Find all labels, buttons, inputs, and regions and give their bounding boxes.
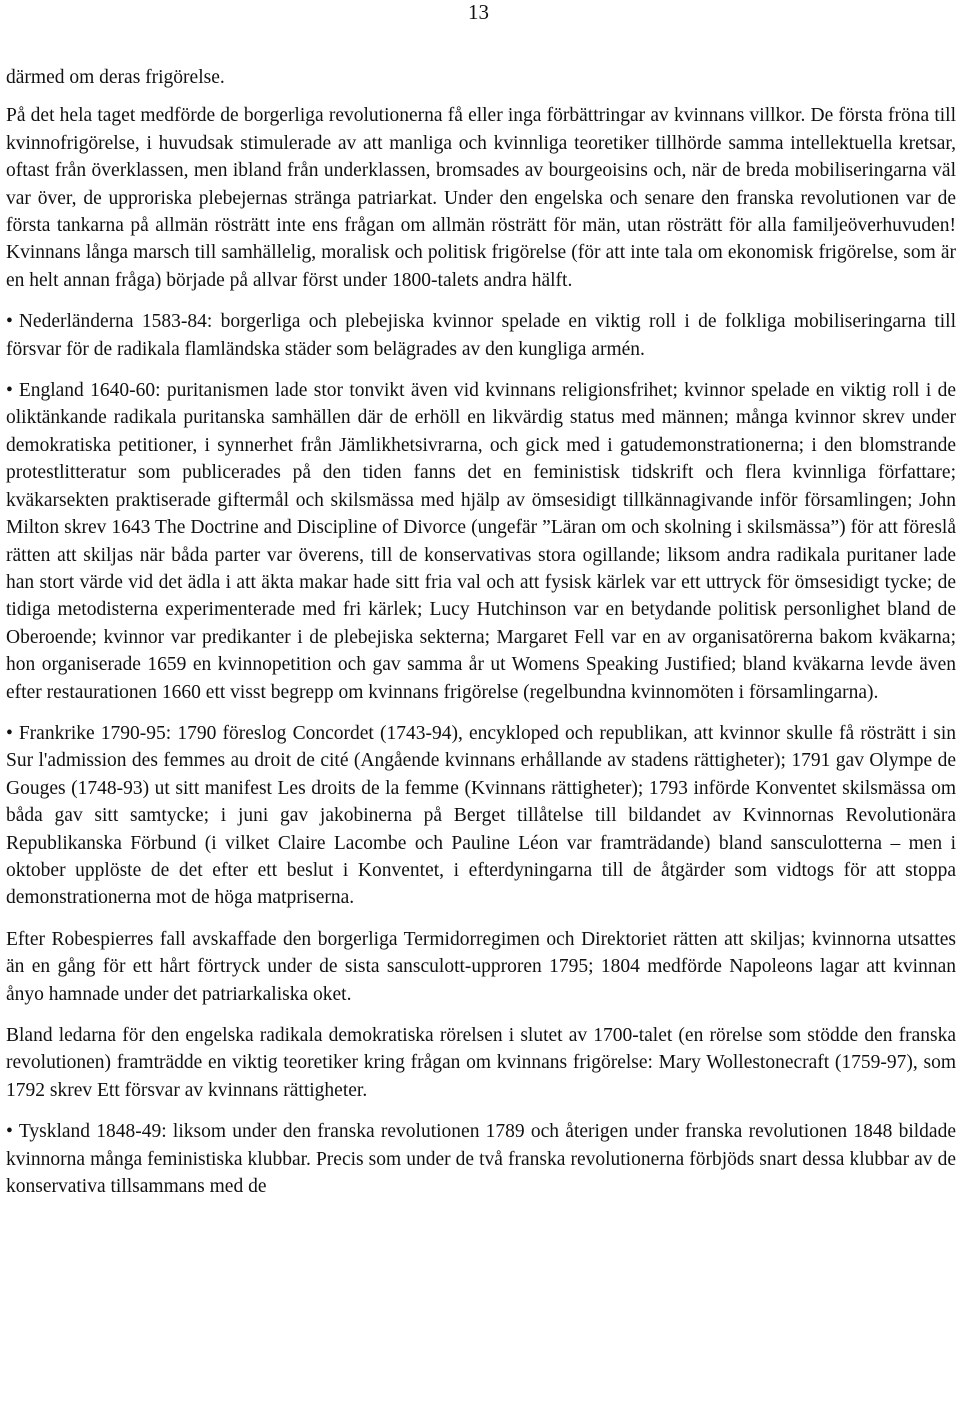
bullet-icon: •: [6, 722, 13, 744]
paragraph-text: Efter Robespierres fall avskaffade den borgerliga Termidorregimen och Direktoriet rätten att skiljas; kvinnorna utsattes än en gång för ett hårt förtryck under de sista sansculott-upproren 1795; 1804 medförde Napoleons lagar att kvinnan ånyo hamnade under det patriarkaliska oket.: [6, 928, 956, 1005]
bullet-paragraph: [6, 377, 956, 706]
paragraph-text: därmed om deras frigörelse.: [6, 67, 225, 88]
bullet-paragraph: [6, 720, 956, 912]
paragraph: [6, 1022, 956, 1104]
bullet-icon: •: [6, 380, 13, 402]
paragraph-text: Bland ledarna för den engelska radikala demokratiska rörelsen i slutet av 1700-talet (en rörelse som stödde den franska revolutionen) framträdde en viktig teoretiker kring frågan om kvinnans frigörelse: Mary Wollestonecraft (1759-97), som 1792 skrev Ett försvar av kvinnans rättigheter.: [6, 1025, 956, 1101]
bullet-paragraph: [6, 1118, 956, 1200]
paragraph-text: Nederländerna 1583-84: borgerliga och plebejiska kvinnor spelade en viktig roll i de folkliga mobiliseringarna till försvar för de radikala flamländska städer som belägrades av den kungliga armén.: [6, 311, 956, 360]
paragraph: [6, 102, 956, 294]
bullet-icon: •: [6, 1121, 13, 1143]
paragraph-text: På det hela taget medförde de borgerliga revolutionerna få eller inga förbättringar av kvinnans villkor. De första fröna till kvinnofrigörelse, i huvudsak stimulerade av att manliga och kvinnliga teoretiker tillhörde samma intellektuella kretsar, oftast från överklassen, men ibland från underklassen, bromsades av bourgeoisins och, när de breda mobiliseringarna väl var över, de upproriska plebejernas stränga patriarkat. Under den engelska och senare den franska revolutionen var de första tankarna på allmän rösträtt inte ens frågan om allmän rösträtt för män, utan rösträtt för alla familjeöverhuvuden! Kvinnans långa marsch till samhällelig, moralisk och politisk frigörelse (för att inte tala om ekonomisk frigörelse, som är en helt annan fråga) började på allvar först under 1800-talets andra hälft.: [6, 105, 956, 291]
bullet-paragraph: [6, 308, 956, 363]
paragraph-text: Frankrike 1790-95: 1790 föreslog Concordet (1743-94), encykloped och republikan, att kvinnor skulle få rösträtt i sin Sur l'admission des femmes au droit de cité (Angående kvinnans erhållande av stadens rättigheter); 1791 gav Olympe de Gouges (1748-93) ut sitt manifest Les droits de la femme (Kvinnans rättigheter); 1793 införde Konventet skilsmässa om båda gav sitt samtycke; i juni gav jakobinerna på Berget tillåtelse till bildandet av Kvinnornas Revolutionära Republikanska Förbund (i vilket Claire Lacombe och Pauline Léon var framträdande) bland sansculotterna – men i oktober upplöste de det efter ett beslut i Konventet, i efterdyningarna till de åtgärder som vidtogs för att stoppa demonstrationerna mot de höga matpriserna.: [6, 722, 956, 909]
paragraph: [6, 926, 956, 1008]
page-number: 13: [468, 0, 489, 24]
bullet-icon: •: [6, 311, 13, 333]
paragraph: [6, 64, 956, 91]
paragraph-text: Tyskland 1848-49: liksom under den franska revolutionen 1789 och återigen under franska revolutionen 1848 bildade kvinnorna många feministiska klubbar. Precis som under de två franska revolutionerna förbjöds snart dessa klubbar av de konservativa tillsammans med de: [6, 1121, 956, 1198]
paragraph-text: England 1640-60: puritanismen lade stor tonvikt även vid kvinnans religionsfrihet; kvinnor spelade en viktig roll i de oliktänkande radikala puritanska samhällen där de erhöll en likvärdig status med männen; många kvinnor skrev under demokratiska petitioner, i synnerhet från Jämlikhetsivrarna, och gick med i gatudemonstrationerna; i den blomstrande protestlitteratur som publicerades på den tiden fanns det en feministisk tidskrift och flera kvinnliga författare; kväkarsekten praktiserade giftermål och skilsmässa med hjälp av ömsesidigt tillkännagivande inför församlingen; John Milton skrev 1643 The Doctrine and Discipline of Divorce (ungefär ”Läran om och skolning i skilsmässa”) för att föreslå rätten att skiljas när båda parter var överens, till de konservativas stora ogillande; liksom andra radikala puritaner lade han stort värde vid det ädla i att äkta makar hade sitt fria val och att fysisk kärlek var ett uttryck för ömsesidigt tycke; de tidiga metodisterna experimenterade med fri kärlek; Lucy Hutchinson var en betydande politisk personlighet bland de Oberoende; kvinnor var predikanter i de plebejiska sekterna; Margaret Fell var en av organisatörerna bakom kväkarna; hon organiserade 1659 en kvinnopetition och gav samma år ut Womens Speaking Justified; bland kväkarna levde även efter restaurationen 1660 ett visst begrepp om kvinnans frigörelse (regelbundna kvinnomöten i församlingarna).: [6, 380, 956, 703]
document-body: [6, 64, 956, 1214]
